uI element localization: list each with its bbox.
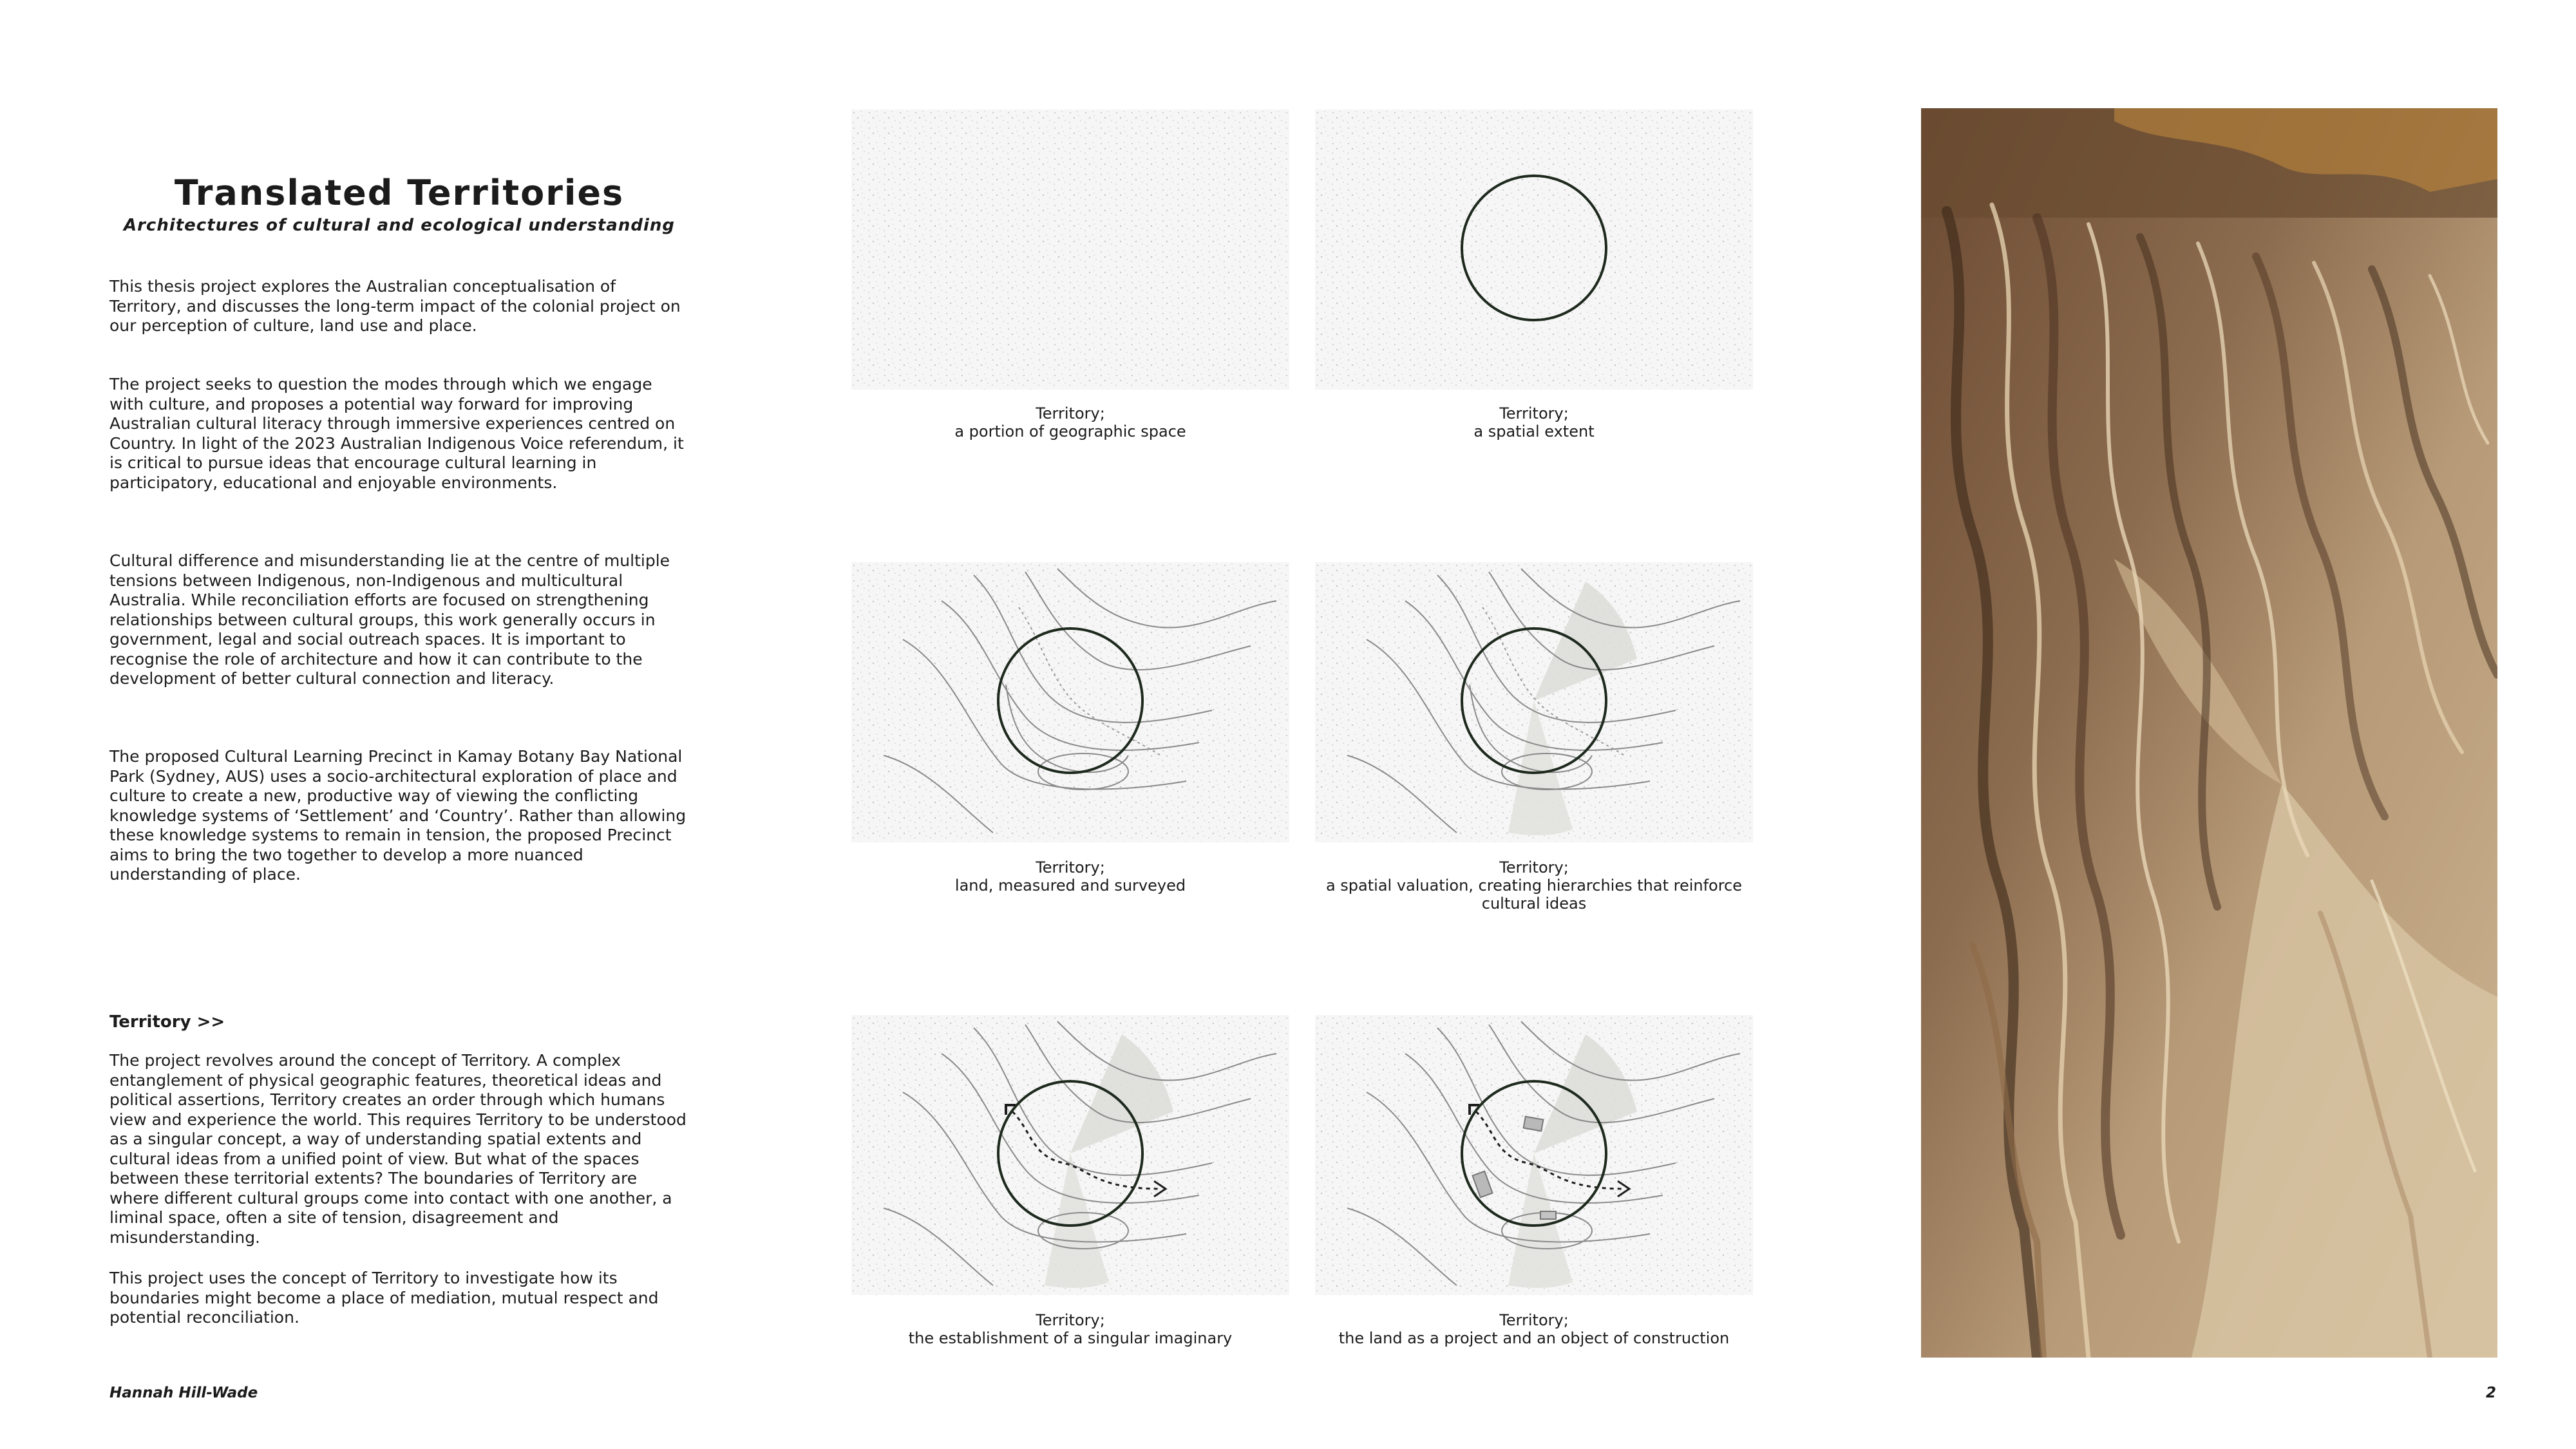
caption-description: a spatial extent	[1473, 422, 1595, 440]
rock-strata-photo	[1921, 108, 2497, 1358]
diagram-spatial-valuation	[1315, 562, 1753, 842]
page-subtitle: Architectures of cultural and ecological understanding	[123, 216, 676, 235]
caption-label: Territory;	[1499, 858, 1569, 876]
caption-description: a portion of geographic space	[954, 422, 1186, 440]
caption-diagram-3	[838, 858, 1302, 895]
intro-paragraph-1: This thesis project explores the Australian conceptualisation of Territory, and discusses the long-term impact of the colonial project on our perception of culture, land use and place.	[109, 277, 681, 335]
caption-label: Territory;	[1036, 858, 1105, 876]
caption-description: the land as a project and an object of construction	[1338, 1329, 1730, 1347]
diagram-singular-imaginary	[851, 1015, 1289, 1295]
intro-paragraph-2: The project seeks to question the modes through which we engage with culture, and proposes a potential way forward for improving Australian cultural literacy through immersive experiences centred on Country. In light of the 2023 Australian Indigenous Voice referendum, it is critical to pursue ideas that encourage cultural learning in participatory, educational and enjoyable environments.	[109, 375, 684, 492]
caption-label: Territory;	[1036, 404, 1105, 422]
intro-paragraph-4: The proposed Cultural Learning Precinct in Kamay Botany Bay National Park (Sydney, AUS) uses a socio-architectural exploration of place and culture to create a new, productive way of viewing the conflicting knowledge systems of ‘Settlement’ and ‘Country’. Rather than allowing these knowledge systems to remain in tension, the proposed Precinct aims to bring the two together to develop a more nuanced understanding of place.	[109, 747, 687, 884]
diagram-geographic-space	[851, 109, 1289, 390]
caption-diagram-1	[838, 404, 1302, 440]
territory-paragraph-1: The project revolves around the concept of Territory. A complex entanglement of physical geographic features, theoretical ideas and political assertions, Territory creates an order through which humans view and experience the world. This requires Territory to be understood as a singular concept, a way of understanding spatial extents and cultural ideas from a unified point of view. But what of the spaces between these territorial extents? The boundaries of Territory are where different cultural groups come into contact with one another, a liminal space, often a site of tension, disagreement and misunderstanding.	[109, 1051, 687, 1247]
caption-description: land, measured and surveyed	[954, 876, 1186, 895]
diagram-geographic-space-drawing	[851, 109, 1289, 390]
caption-diagram-4	[1302, 858, 1766, 913]
page-title: Translated Territories	[174, 173, 625, 213]
territory-heading: Territory >>	[109, 1012, 225, 1032]
caption-diagram-2	[1302, 404, 1766, 440]
diagram-land-construction	[1315, 1015, 1753, 1295]
caption-description: a spatial valuation, creating hierarchies that reinforce cultural ideas	[1325, 876, 1743, 913]
intro-paragraph-3: Cultural difference and misunderstanding lie at the centre of multiple tensions between Indigenous, non-Indigenous and multicultural Australia. While reconciliation efforts are focused on strengthening relationships between cultural groups, this work generally occurs in government, legal and social outreach spaces. It is important to recognise the role of architecture and how it can contribute to the development of better cultural connection and literacy.	[109, 551, 670, 688]
diagram-land-surveyed	[851, 562, 1289, 842]
caption-diagram-5	[838, 1311, 1302, 1347]
caption-label: Territory;	[1499, 404, 1569, 422]
territory-paragraph-2: This project uses the concept of Territory to investigate how its boundaries might become a place of mediation, mutual respect and potential reconciliation.	[109, 1269, 659, 1327]
caption-label: Territory;	[1036, 1311, 1105, 1329]
diagram-spatial-extent	[1315, 109, 1753, 390]
author-name: Hannah Hill-Wade	[109, 1385, 258, 1401]
caption-diagram-6	[1302, 1311, 1766, 1347]
page-number: 2	[2486, 1385, 2497, 1401]
caption-label: Territory;	[1499, 1311, 1569, 1329]
caption-description: the establishment of a singular imaginary	[908, 1329, 1233, 1347]
